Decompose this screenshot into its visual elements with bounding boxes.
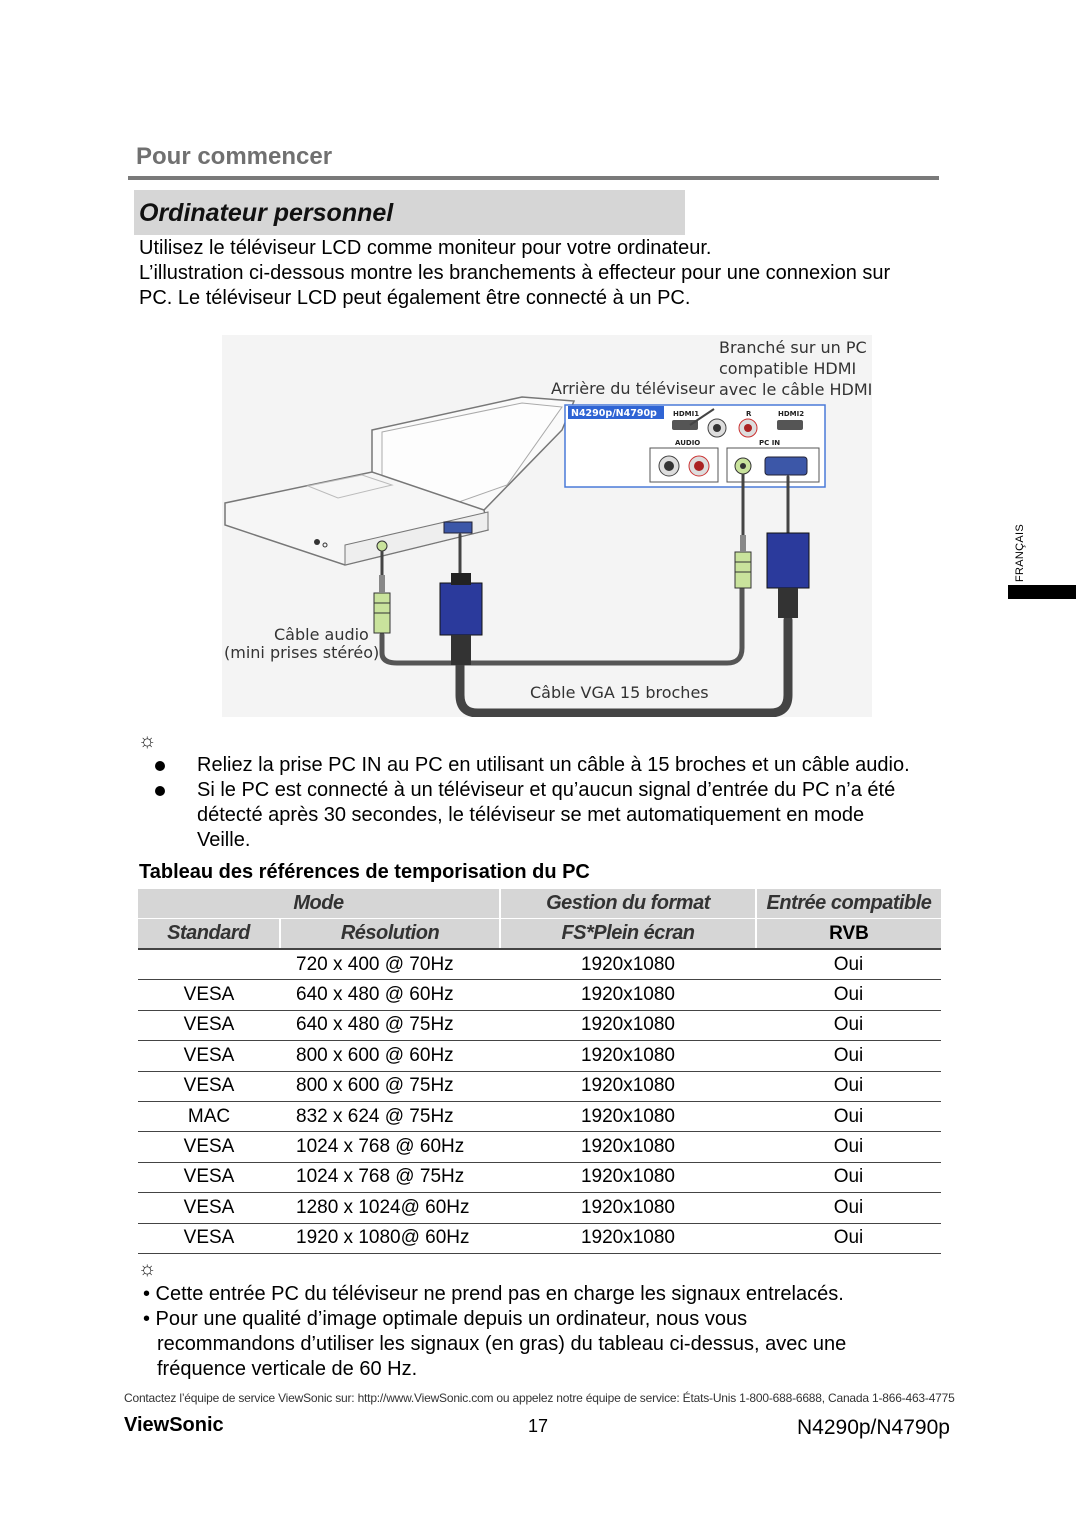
cell-resolution: 800 x 600 @ 60Hz bbox=[280, 1041, 500, 1071]
audio-cable-label: Câble audio bbox=[274, 625, 369, 644]
vga-cable-label: Câble VGA 15 broches bbox=[530, 683, 709, 702]
cell-rvb: Oui bbox=[756, 1223, 941, 1253]
cell-fs: 1920x1080 bbox=[500, 1101, 756, 1131]
port-label-audio: AUDIO bbox=[675, 439, 701, 447]
note-line: fréquence verticale de 60 Hz. bbox=[157, 1358, 418, 1380]
cell-rvb: Oui bbox=[756, 949, 941, 980]
table-row bbox=[138, 949, 941, 980]
timing-table bbox=[138, 889, 941, 1254]
port-label-hdmi1: HDMI1 bbox=[673, 410, 700, 418]
cell-fs: 1920x1080 bbox=[500, 1223, 756, 1253]
bullet-line: détecté après 30 secondes, le téléviseur se met automatiquement en mode bbox=[197, 804, 865, 826]
header-mode: Mode bbox=[138, 889, 500, 919]
note-line: • Pour une qualité d’image optimale depuis un ordinateur, nous vous bbox=[143, 1308, 748, 1330]
table-row bbox=[138, 1041, 941, 1071]
cell-rvb: Oui bbox=[756, 1010, 941, 1040]
subsection-title: Ordinateur personnel bbox=[139, 199, 394, 227]
language-tab-marker bbox=[1008, 585, 1076, 599]
language-tab-label: FRANÇAIS bbox=[1014, 523, 1026, 582]
header-rvb: RVB bbox=[756, 919, 941, 950]
header-fs: FS*Plein écran bbox=[500, 919, 756, 950]
cell-rvb: Oui bbox=[756, 1101, 941, 1131]
table-row bbox=[138, 1071, 941, 1101]
cell-fs: 1920x1080 bbox=[500, 980, 756, 1010]
cell-standard: VESA bbox=[138, 1071, 280, 1101]
cell-rvb: Oui bbox=[756, 1071, 941, 1101]
tv-back-label: Arrière du téléviseur bbox=[551, 379, 715, 398]
note-line: • Cette entrée PC du téléviseur ne prend pas en charge les signaux entrelacés. bbox=[143, 1283, 844, 1305]
cell-resolution: 800 x 600 @ 75Hz bbox=[280, 1071, 500, 1101]
audio-cable-sublabel: (mini prises stéréo) bbox=[224, 643, 380, 662]
note-line: recommandons d’utiliser les signaux (en gras) du tableau ci-dessus, avec une bbox=[157, 1333, 847, 1355]
cell-fs: 1920x1080 bbox=[500, 1071, 756, 1101]
cell-fs: 1920x1080 bbox=[500, 1193, 756, 1223]
tv-back-panel bbox=[565, 405, 825, 487]
header-compat: Entrée compatible bbox=[756, 889, 941, 919]
cell-standard: VESA bbox=[138, 980, 280, 1010]
note-icon: ☼ bbox=[138, 730, 157, 752]
cell-resolution: 720 x 400 @ 70Hz bbox=[280, 949, 500, 980]
bullet-dot-icon bbox=[155, 761, 165, 771]
brand-logo: ViewSonic bbox=[124, 1414, 224, 1436]
cell-resolution: 640 x 480 @ 60Hz bbox=[280, 980, 500, 1010]
cell-resolution: 1024 x 768 @ 75Hz bbox=[280, 1162, 500, 1192]
cell-fs: 1920x1080 bbox=[500, 1041, 756, 1071]
cell-standard: VESA bbox=[138, 1162, 280, 1192]
table-row bbox=[138, 1132, 941, 1162]
table-header-row bbox=[138, 889, 941, 919]
table-row bbox=[138, 1010, 941, 1040]
cell-resolution: 832 x 624 @ 75Hz bbox=[280, 1101, 500, 1131]
header-format: Gestion du format bbox=[500, 889, 756, 919]
port-label-hdmi2: HDMI2 bbox=[778, 410, 805, 418]
cell-standard: VESA bbox=[138, 1010, 280, 1040]
cell-rvb: Oui bbox=[756, 1132, 941, 1162]
port-label-r: R bbox=[746, 410, 752, 418]
table-header-row bbox=[138, 919, 941, 950]
table-row bbox=[138, 980, 941, 1010]
cell-resolution: 1920 x 1080@ 60Hz bbox=[280, 1223, 500, 1253]
hdmi-note-line: avec le câble HDMI bbox=[719, 380, 872, 399]
port-label-pc-in: PC IN bbox=[759, 439, 781, 447]
cell-rvb: Oui bbox=[756, 1193, 941, 1223]
cell-rvb: Oui bbox=[756, 1162, 941, 1192]
bullet-dot-icon bbox=[155, 786, 165, 796]
cell-rvb: Oui bbox=[756, 980, 941, 1010]
note-icon: ☼ bbox=[138, 1258, 157, 1280]
table-heading: Tableau des références de temporisation du PC bbox=[139, 861, 590, 883]
cell-resolution: 1024 x 768 @ 60Hz bbox=[280, 1132, 500, 1162]
connection-diagram bbox=[222, 335, 872, 717]
cell-standard bbox=[138, 949, 280, 980]
section-title: Pour commencer bbox=[136, 143, 333, 170]
intro-line: Utilisez le téléviseur LCD comme moniteur pour votre ordinateur. bbox=[139, 237, 712, 259]
footer-contact: Contactez l’équipe de service ViewSonic sur: http://www.ViewSonic.com ou appelez notre équipe de service: États-Unis 1-800-688-6688, Canada 1-866-463-4775 bbox=[124, 1391, 955, 1405]
header-resolution: Résolution bbox=[280, 919, 500, 950]
cell-fs: 1920x1080 bbox=[500, 1162, 756, 1192]
cell-fs: 1920x1080 bbox=[500, 949, 756, 980]
language-tab bbox=[1008, 520, 1032, 585]
model-number: N4290p/N4790p bbox=[797, 1416, 950, 1439]
page-number: 17 bbox=[528, 1416, 549, 1436]
cell-resolution: 1280 x 1024@ 60Hz bbox=[280, 1193, 500, 1223]
cell-rvb: Oui bbox=[756, 1041, 941, 1071]
bullet-line: Si le PC est connecté à un téléviseur et qu’aucun signal d’entrée du PC n’a été bbox=[197, 779, 896, 801]
cell-fs: 1920x1080 bbox=[500, 1010, 756, 1040]
table-row bbox=[138, 1101, 941, 1131]
bullet-line: Reliez la prise PC IN au PC en utilisant un câble à 15 broches et un câble audio. bbox=[197, 754, 910, 776]
header-standard: Standard bbox=[138, 919, 280, 950]
intro-line: PC. Le téléviseur LCD peut également être connecté à un PC. bbox=[139, 287, 691, 309]
cell-standard: MAC bbox=[138, 1101, 280, 1131]
bullet-line: Veille. bbox=[197, 829, 251, 851]
intro-line: L’illustration ci-dessous montre les branchements à effecteur pour une connexion sur bbox=[139, 262, 891, 284]
table-row bbox=[138, 1162, 941, 1192]
cell-resolution: 640 x 480 @ 75Hz bbox=[280, 1010, 500, 1040]
hdmi-note-line: compatible HDMI bbox=[719, 359, 857, 378]
cell-standard: VESA bbox=[138, 1193, 280, 1223]
model-badge: N4290p/N4790p bbox=[571, 408, 657, 419]
section-divider bbox=[128, 176, 939, 180]
cell-standard: VESA bbox=[138, 1041, 280, 1071]
cell-fs: 1920x1080 bbox=[500, 1132, 756, 1162]
table-row bbox=[138, 1223, 941, 1253]
table-row bbox=[138, 1193, 941, 1223]
cell-standard: VESA bbox=[138, 1132, 280, 1162]
cell-standard: VESA bbox=[138, 1223, 280, 1253]
hdmi-note-line: Branché sur un PC bbox=[719, 338, 867, 357]
